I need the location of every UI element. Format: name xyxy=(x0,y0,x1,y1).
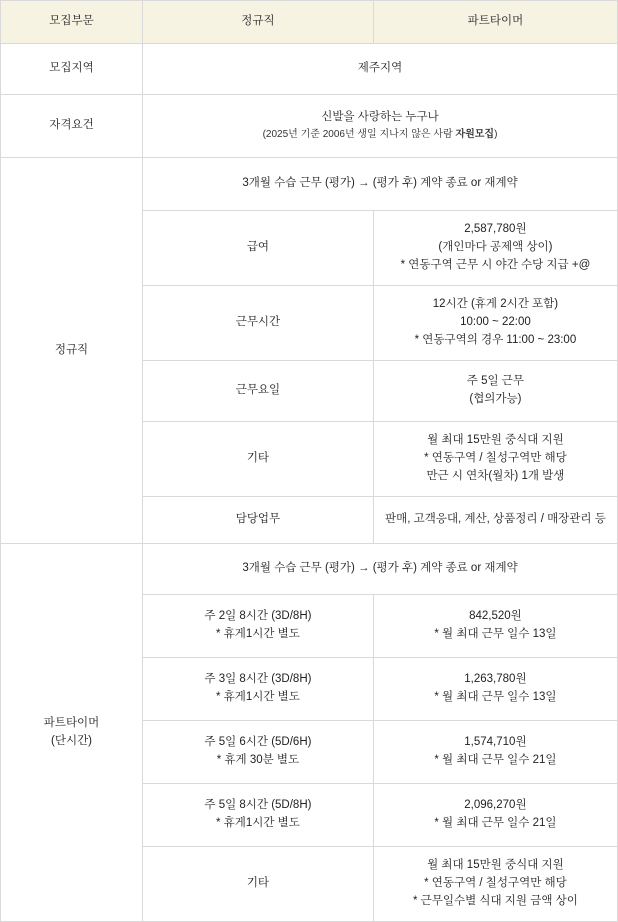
parttime-schedule-4-left xyxy=(143,784,374,847)
qualification-sub-text xyxy=(147,127,613,143)
fulltime-salary-label: 급여 xyxy=(143,211,374,286)
fulltime-days-line-2: (협의가능) xyxy=(469,393,522,405)
parttime-schedule-2-right xyxy=(373,658,617,721)
qualification-main-text: 신발을 사랑하는 누구나 xyxy=(321,111,439,124)
fulltime-hours-label: 근무시간 xyxy=(143,286,374,361)
parttime-schedule-1-right-line-2: * 월 최대 근무 일수 13일 xyxy=(434,628,557,640)
parttime-schedule-2-right-line-2: * 월 최대 근무 일수 13일 xyxy=(434,691,557,703)
parttime-schedule-2-right-line-1: 1,263,780원 xyxy=(464,673,527,686)
fulltime-hours-line-2: 10:00 ~ 22:00 xyxy=(460,316,531,329)
parttime-schedule-2-left xyxy=(143,658,374,721)
table-row-parttime-trial xyxy=(1,544,618,595)
parttime-etc-line-1: 월 최대 15만원 중식대 지원 xyxy=(427,859,564,872)
fulltime-etc-value xyxy=(373,422,617,497)
table-header xyxy=(1,1,618,44)
header-cell-fulltime: 정규직 xyxy=(143,1,374,44)
parttime-schedule-1-right-line-1: 842,520원 xyxy=(469,610,522,623)
parttime-schedule-1-right xyxy=(373,595,617,658)
side-label-fulltime: 정규직 xyxy=(1,158,143,544)
fulltime-hours-line-3: * 연동구역의 경우 11:00 ~ 23:00 xyxy=(414,333,577,346)
parttime-schedule-1-left-line-2: * 휴게1시간 별도 xyxy=(215,628,300,640)
fulltime-salary-line-2: (개인마다 공제액 상이) xyxy=(438,241,553,254)
parttime-schedule-3-left-line-2: * 휴게 30분 별도 xyxy=(216,754,300,766)
fulltime-etc-line-2: * 연동구역 / 칠성구역만 해당 xyxy=(424,452,567,465)
fulltime-duties-label: 담당업무 xyxy=(143,497,374,544)
parttime-schedule-3-left xyxy=(143,721,374,784)
parttime-schedule-1-left-line-1: 주 2일 8시간 (3D/8H) xyxy=(204,610,312,623)
parttime-etc-line-3: * 근무일수별 식대 지원 금액 상이 xyxy=(412,894,578,907)
row-value-qualification xyxy=(143,95,618,158)
parttime-schedule-2-left-line-2: * 휴게1시간 별도 xyxy=(215,691,300,703)
row-label-qualification: 자격요건 xyxy=(1,95,143,158)
parttime-etc-label: 기타 xyxy=(143,847,374,922)
qualification-sub-bold: 자원모집 xyxy=(455,129,495,141)
fulltime-hours-value xyxy=(373,286,617,361)
parttime-schedule-4-left-line-1: 주 5일 8시간 (5D/8H) xyxy=(204,799,312,812)
parttime-schedule-3-right-line-1: 1,574,710원 xyxy=(464,736,527,749)
header-cell-parttime: 파트타이머 xyxy=(373,1,617,44)
side-label-parttime-line-2: (단시간) xyxy=(51,734,93,747)
qualification-sub-suffix: ) xyxy=(494,129,498,141)
fulltime-hours-line-1: 12시간 (휴게 2시간 포함) xyxy=(432,298,559,311)
fulltime-duties-value: 판매, 고객응대, 계산, 상품정리 / 매장관리 등 xyxy=(373,497,617,544)
side-label-parttime xyxy=(1,544,143,922)
parttime-schedule-3-right xyxy=(373,721,617,784)
parttime-schedule-3-right-line-2: * 월 최대 근무 일수 21일 xyxy=(434,754,557,766)
table-row-qualification xyxy=(1,95,618,158)
table-body xyxy=(1,44,618,922)
fulltime-etc-line-1: 월 최대 15만원 중식대 지원 xyxy=(427,434,564,447)
header-cell-department: 모집부문 xyxy=(1,1,143,44)
fulltime-days-value xyxy=(373,361,617,422)
table-row-region xyxy=(1,44,618,95)
fulltime-salary-line-3: * 연동구역 근무 시 야간 수당 지급 +@ xyxy=(400,258,591,271)
fulltime-salary-line-1: 2,587,780원 xyxy=(464,223,527,236)
qualification-sub-prefix: (2025년 기준 2006년 생일 지나지 않은 사람 xyxy=(262,129,456,141)
side-label-parttime-line-1: 파트타이머 xyxy=(43,716,100,729)
parttime-schedule-4-right-line-2: * 월 최대 근무 일수 21일 xyxy=(434,817,557,829)
fulltime-days-label: 근무요일 xyxy=(143,361,374,422)
table-row-fulltime-trial xyxy=(1,158,618,211)
parttime-schedule-3-left-line-1: 주 5일 6시간 (5D/6H) xyxy=(204,736,312,749)
fulltime-trial-text: 3개월 수습 근무 (평가) → (평가 후) 계약 종료 or 재계약 xyxy=(143,158,618,211)
row-value-region: 제주지역 xyxy=(143,44,618,95)
parttime-schedule-2-left-line-1: 주 3일 8시간 (3D/8H) xyxy=(204,673,312,686)
parttime-schedule-4-left-line-2: * 휴게1시간 별도 xyxy=(215,817,300,829)
row-label-region: 모집지역 xyxy=(1,44,143,95)
parttime-etc-line-2: * 연동구역 / 칠성구역만 해당 xyxy=(424,877,567,890)
parttime-etc-value xyxy=(373,847,617,922)
parttime-schedule-4-right-line-1: 2,096,270원 xyxy=(464,799,527,812)
parttime-schedule-4-right xyxy=(373,784,617,847)
fulltime-salary-value xyxy=(373,211,617,286)
fulltime-etc-line-3: 만근 시 연차(월차) 1개 발생 xyxy=(426,469,565,482)
fulltime-etc-label: 기타 xyxy=(143,422,374,497)
header-row xyxy=(1,1,618,44)
parttime-schedule-1-left xyxy=(143,595,374,658)
parttime-trial-text: 3개월 수습 근무 (평가) → (평가 후) 계약 종료 or 재계약 xyxy=(143,544,618,595)
fulltime-days-line-1: 주 5일 근무 xyxy=(466,375,525,388)
